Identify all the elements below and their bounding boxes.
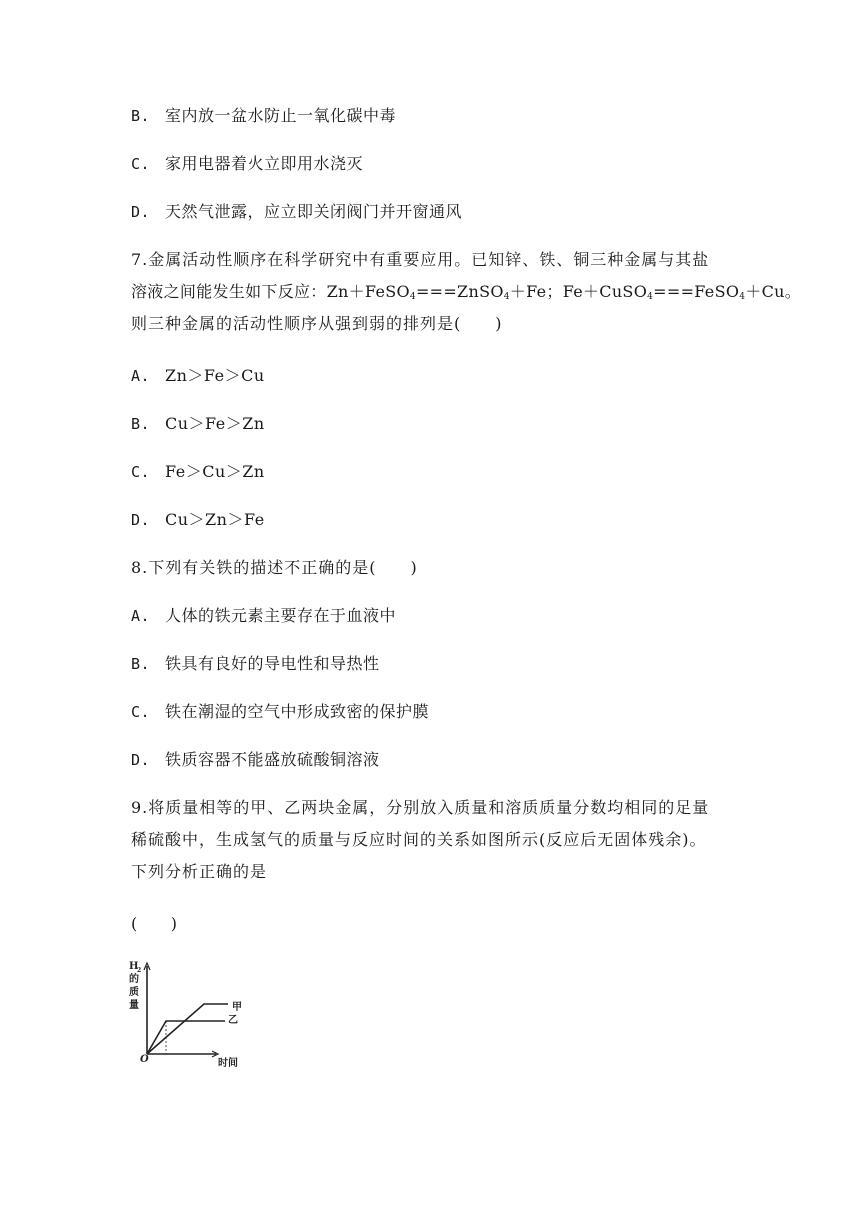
q7-option-c — [131, 462, 265, 482]
origin-label: O — [140, 1054, 149, 1065]
q9-stem-line1: 9.将质量相等的甲、乙两块金属，分别放入质量和溶质质量分数均相同的足量 — [131, 798, 710, 817]
option-letter: C. — [131, 155, 151, 173]
option-text: 天然气泄露，应立即关闭阀门并开窗通风 — [165, 202, 463, 221]
option-text: Fe＞Cu＞Zn — [165, 462, 265, 481]
curve-yi — [147, 1021, 225, 1054]
option-text: 铁质容器不能盛放硫酸铜溶液 — [165, 750, 380, 769]
option-letter: A. — [131, 367, 151, 385]
q7-option-d — [131, 510, 265, 530]
curve-jia — [147, 1004, 228, 1054]
y-axis-label-sub: 2 — [137, 967, 142, 974]
q9-stem-line3: 下列分析正确的是 — [131, 862, 268, 881]
y-axis-label-h: H — [129, 961, 139, 972]
q7-option-b — [131, 414, 265, 434]
option-letter: D. — [131, 203, 151, 221]
option-letter: D. — [131, 511, 151, 529]
q7-stem-line1: 7.金属活动性顺序在科学研究中有重要应用。已知锌、铁、铜三种金属与其盐 — [131, 250, 710, 269]
q8-stem: 8.下列有关铁的描述不正确的是( ) — [131, 558, 418, 577]
option-text: 铁具有良好的导电性和导热性 — [165, 654, 380, 673]
q8-option-a — [131, 606, 396, 626]
q8-option-b — [131, 654, 380, 674]
subscript: 4 — [503, 292, 510, 302]
q9-stem-line2: 稀硫酸中，生成氢气的质量与反应时间的关系如图所示(反应后无固体残余)。 — [131, 830, 707, 849]
option-letter: B. — [131, 415, 151, 433]
subscript: 4 — [409, 292, 416, 302]
q6-option-d — [131, 202, 462, 222]
q6-option-b — [131, 106, 396, 126]
y-axis-label-1: 的 — [129, 974, 139, 985]
q7-text: ===FeSO — [653, 282, 740, 301]
q7-text: ＋Fe；Fe＋CuSO — [509, 282, 648, 301]
q8-option-c — [131, 702, 429, 722]
option-letter: B. — [131, 655, 151, 673]
subscript: 4 — [647, 292, 654, 302]
option-letter: B. — [131, 107, 151, 125]
subscript: 4 — [739, 292, 746, 302]
q8-option-d — [131, 750, 380, 770]
q7-text: ===ZnSO — [415, 282, 504, 301]
q7-option-a — [131, 366, 265, 386]
q7-text: ＋Cu。 — [745, 282, 802, 301]
q7-text: 溶液之间能发生如下反应：Zn＋FeSO — [131, 282, 410, 301]
q9-answer-blank: ( ) — [131, 914, 178, 933]
option-text: Zn＞Fe＞Cu — [165, 366, 265, 385]
series-label-yi: 乙 — [228, 1015, 238, 1026]
option-text: 人体的铁元素主要存在于血液中 — [165, 606, 397, 625]
y-axis-label-3: 量 — [129, 1000, 139, 1011]
option-text: 铁在潮湿的空气中形成致密的保护膜 — [165, 702, 430, 721]
option-letter: A. — [131, 607, 151, 625]
option-text: 室内放一盆水防止一氧化碳中毒 — [165, 106, 397, 125]
h2-mass-time-figure — [128, 958, 263, 1070]
x-axis-label: 时间 — [218, 1058, 238, 1069]
y-axis-label-2: 质 — [129, 987, 139, 998]
series-label-jia: 甲 — [232, 1002, 242, 1013]
option-text: Cu＞Fe＞Zn — [165, 414, 265, 433]
q6-option-c — [131, 154, 363, 174]
option-letter: C. — [131, 703, 151, 721]
option-letter: D. — [131, 751, 151, 769]
option-text: 家用电器着火立即用水浇灭 — [165, 154, 364, 173]
q7-stem-line3: 则三种金属的活动性顺序从强到弱的排列是( ) — [131, 314, 503, 333]
option-text: Cu＞Zn＞Fe — [165, 510, 265, 529]
option-letter: C. — [131, 463, 151, 481]
q7-stem-line2 — [131, 282, 801, 307]
